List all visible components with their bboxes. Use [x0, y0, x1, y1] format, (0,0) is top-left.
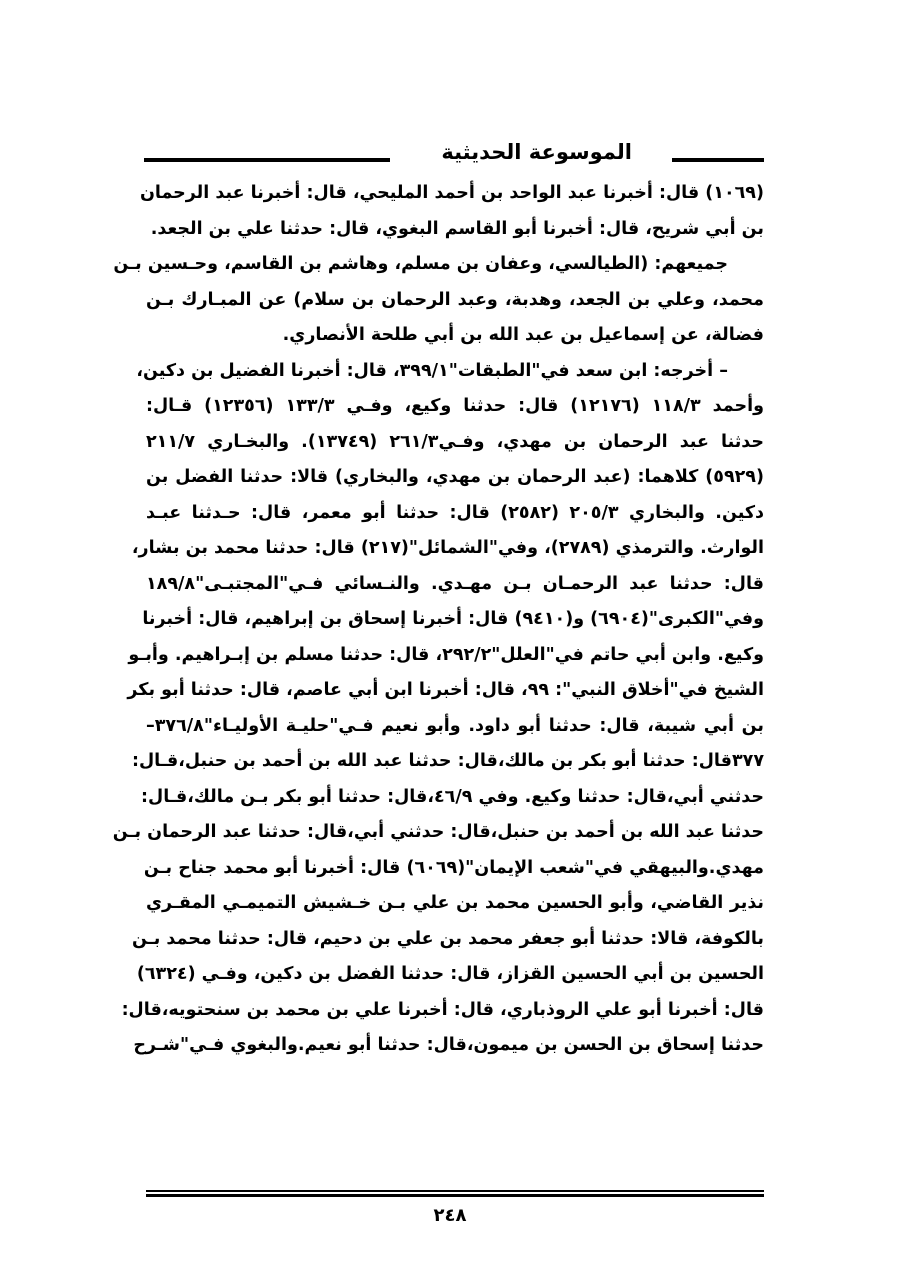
text-line: بن أبي شريح، قال: أخبرنا أبو القاسم البغوي، قال: حدثنا علي بن الجعد. [150, 218, 764, 239]
text-line: (١٠٦٩) قال: أخبرنا عبد الواحد بن أحمد المليحي، قال: أخبرنا عبد الرحمان [139, 183, 764, 203]
text-line: ٣٧٧قال: حدثنا أبو بكر بن مالك،قال: حدثنا عبد الله بن أحمد بن حنبل،قـال: [132, 751, 764, 771]
header-title: الموسوعة الحديثية [441, 140, 632, 164]
footer-rule [146, 1190, 764, 1197]
text-line: وأحمد ١١٨/٣ (١٢١٧٦) قال: حدثنا وكيع، وفـي ١٣٣/٣ (١٢٣٥٦) قـال: [146, 396, 765, 416]
text-line: – أخرجه: ابن سعد في"الطبقات"٣٩٩/١، قال: أخبرنا الفضيل بن دكين، [136, 360, 728, 381]
body-text [112, 176, 765, 1064]
text-line: مهدي.والبيهقي في"شعب الإيمان"(٦٠٦٩) قال: أخبرنا أبو محمد جناح بـن [143, 857, 764, 878]
text-line: فضالة، عن إسماعيل بن عبد الله بن أبي طلحة الأنصاري. [282, 325, 764, 345]
header-rule-right [672, 158, 764, 162]
text-line: (٥٩٢٩) كلاهما: (عبد الرحمان بن مهدي، والبخاري) قالا: حدثنا الفضل بن [146, 467, 764, 487]
text-line: حدثني أبي،قال: حدثنا وكيع. وفي ٤٦/٩،قال: حدثنا أبو بكر بـن مالك،قـال: [141, 786, 764, 807]
text-line: وفي"الكبرى"(٦٩٠٤) و(٩٤١٠) قال: أخبرنا إسحاق بن إبراهيم، قال: أخبرنا [142, 609, 764, 629]
text-line: الشيخ في"أخلاق النبي": ٩٩، قال: أخبرنا ابن أبي عاصم، قال: حدثنا أبو بكر [127, 680, 764, 700]
text-line: بالكوفة، قالا: حدثنا أبو جعفر محمد بن علي بن دحيم، قال: حدثنا محمد بـن [131, 928, 764, 949]
text-line: حدثنا عبد الرحمان بن مهدي، وفـي٢٦١/٣ (١٣٧٤٩). والبخـاري ٢١١/٧ [146, 431, 765, 452]
text-line: قال: حدثنا عبد الرحمـان بـن مهـدي. والنـسائي فـي"المجتبـى"١٨٩/٨ [146, 573, 764, 594]
text-line: دكين. والبخاري ٢٠٥/٣ (٢٥٨٢) قال: حدثنا أبو معمر، قال: حـدثنا عبـد [146, 502, 764, 523]
text-line: الحسين بن أبي الحسين القزاز، قال: حدثنا الفضل بن دكين، وفـي (٦٣٢٤) [136, 964, 764, 984]
running-header [144, 138, 764, 168]
text-line: بن أبي شيبة، قال: حدثنا أبو داود. وأبو نعيم فـي"حليـة الأوليـاء"٣٧٦/٨– [146, 715, 764, 736]
text-line: جميعهم: (الطيالسي، وعفان بن مسلم، وهاشم بن القاسم، وحـسين بـن [113, 254, 728, 274]
text-line: قال: أخبرنا أبو علي الروذباري، قال: أخبرنا علي بن محمد بن سنحتويه،قال: [121, 999, 764, 1020]
header-rule-left [144, 158, 390, 162]
text-line: الوارث. والترمذي (٢٧٨٩)، وفي"الشمائل"(٢١٧) قال: حدثنا محمد بن بشار، [131, 538, 764, 558]
text-line: حدثنا إسحاق بن الحسن بن ميمون،قال: حدثنا أبو نعيم.والبغوي فـي"شـرح [133, 1035, 764, 1055]
text-line: محمد، وعلي بن الجعد، وهدبة، وعبد الرحمان بن سلام) عن المبـارك بـن [146, 289, 764, 310]
text-line: حدثنا عبد الله بن أحمد بن حنبل،قال: حدثني أبي،قال: حدثنا عبد الرحمان بـن [112, 822, 764, 842]
page-number: ٢٤٨ [433, 1205, 467, 1226]
text-line: وكيع. وابن أبي حاتم في"العلل"٢٩٢/٢، قال: حدثنا مسلم بن إبـراهيم. وأبـو [128, 644, 764, 665]
text-line: نذير القاضي، وأبو الحسين محمد بن علي بـن خـشيش التميمـي المقـري [146, 893, 764, 913]
